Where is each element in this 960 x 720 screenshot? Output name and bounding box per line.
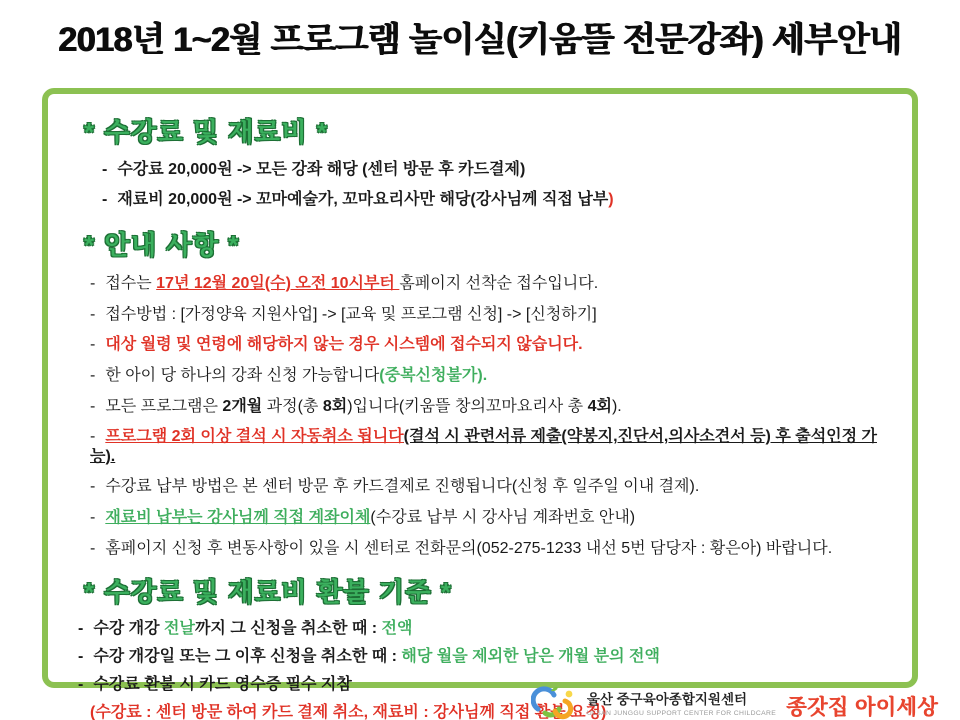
list-item [90, 335, 886, 354]
text-segment: (중복신청불가). [379, 366, 488, 384]
list-item [90, 539, 886, 558]
list-item [90, 305, 886, 324]
list-item [90, 397, 886, 416]
section-heading: * 안내 사항 * [84, 230, 240, 261]
list-item [90, 477, 886, 496]
text-segment: 재료비 납부는 강사님께 직접 계좌이체 [105, 508, 371, 526]
text-segment: (수강료 : 센터 방문 하여 카드 결제 취소, 재료비 : 강사님께 직접 환불 요청) [90, 704, 607, 720]
bullet-dash: - [90, 366, 96, 384]
list-item [102, 160, 886, 179]
text-segment: 수강 개강 [93, 619, 165, 637]
bullet-dash: - [90, 305, 96, 323]
text-segment: 모든 프로그램은 [105, 397, 223, 415]
page-title: 2018년 1~2월 프로그램 놀이실(키움뜰 전문강좌) 세부안내 [58, 21, 902, 59]
list-item [90, 508, 886, 527]
bullet-dash: - [78, 619, 84, 637]
brand-logo-text: 종갓집 아이세상 [786, 695, 938, 719]
text-segment: 수강료 20,000원 -> 모든 강좌 해당 (센터 방문 후 카드결제) [117, 161, 526, 178]
text-segment: 대상 월령 및 연령에 해당하지 않는 경우 시스템에 접수되지 않습니다. [105, 336, 583, 354]
notice-poster [0, 12, 960, 720]
text-segment: 전날 [164, 619, 195, 637]
bullet-dash: - [78, 676, 84, 694]
text-segment: 접수는 [105, 274, 157, 292]
text-segment: 4회 [587, 397, 612, 415]
footer [531, 685, 938, 720]
text-segment: 해당 월을 제외한 남은 개월 분의 전액 [401, 647, 660, 665]
text-segment: 접수방법 : [가정양육 지원사업] -> [교육 및 프로그램 신청] -> [신청하기] [105, 305, 597, 323]
list-item [78, 647, 886, 666]
text-segment: (수강료 납부 시 강사님 계좌번호 안내) [370, 508, 636, 526]
bullet-dash: - [90, 397, 96, 415]
list-item [90, 366, 886, 385]
list-item [90, 274, 886, 293]
childcare-center-swirl-logo-icon [531, 685, 577, 720]
center-name-korean: 울산 중구육아종합지원센터 [586, 692, 748, 708]
bullet-dash: - [90, 336, 96, 354]
section-heading: * 수강료 및 재료비 * [84, 117, 329, 147]
text-segment: ). [611, 397, 622, 415]
text-segment: 17년 12월 20일(수) 오전 10시부터 [156, 274, 400, 292]
bullet-dash: - [90, 478, 96, 496]
section [78, 225, 886, 557]
text-segment: 2개월 [222, 397, 263, 415]
text-segment: ) [608, 191, 614, 209]
bullet-dash: - [90, 274, 96, 292]
bullet-dash: - [78, 647, 84, 665]
text-segment: 프로그램 2회 이상 결석 시 자동취소 됩니다 [105, 428, 404, 446]
bullet-dash: - [102, 191, 108, 209]
text-segment: 수강 개강일 또는 그 이후 신청을 취소한 때 : [93, 647, 402, 665]
text-segment: 8회 [322, 397, 348, 415]
text-segment: 홈페이지 선착순 접수입니다. [399, 274, 599, 292]
center-name-english: ULSAN JUNGGU SUPPORT CENTER FOR CHILDCARE [586, 710, 777, 718]
section [78, 112, 886, 209]
text-segment: 수강료 납부 방법은 본 센터 방문 후 카드결제로 진행됩니다(신청 후 일주일 이내 결제). [105, 478, 700, 496]
text-segment: (결석 시 관련서류 제출(약봉지,진단서,의사소견서 등) 후 출석인정 가능). [90, 428, 877, 465]
text-segment: 과정(총 [262, 397, 323, 415]
list-item [102, 190, 886, 209]
bullet-dash: - [102, 161, 108, 178]
list-item [78, 619, 886, 638]
text-segment: 홈페이지 신청 후 변동사항이 있을 시 센터로 전화문의(052-275-1233 내선 5번 담당자 : 황은아) 바랍니다. [105, 539, 833, 557]
list-item [90, 427, 886, 465]
bullet-dash: - [90, 428, 96, 446]
text-segment: 재료비 20,000원 -> 꼬마예술가, 꼬마요리사만 해당(강사님께 직접 납부 [117, 191, 609, 209]
bullet-dash: - [90, 508, 96, 526]
text-segment: 한 아이 당 하나의 강좌 신청 가능합니다 [105, 366, 380, 384]
section-heading: * 수강료 및 재료비 환불 기준 * [84, 576, 453, 607]
text-segment: 전액 [381, 619, 413, 637]
notice-content [78, 112, 886, 720]
bullet-dash: - [90, 539, 96, 557]
text-segment: 까지 그 신청을 취소한 때 : [194, 619, 382, 637]
center-name [587, 693, 776, 717]
text-segment: )입니다(키움뜰 창의꼬마요리사 총 [347, 397, 588, 415]
text-segment: 수강료 환불 시 카드 영수증 필수 지참 [93, 676, 352, 694]
